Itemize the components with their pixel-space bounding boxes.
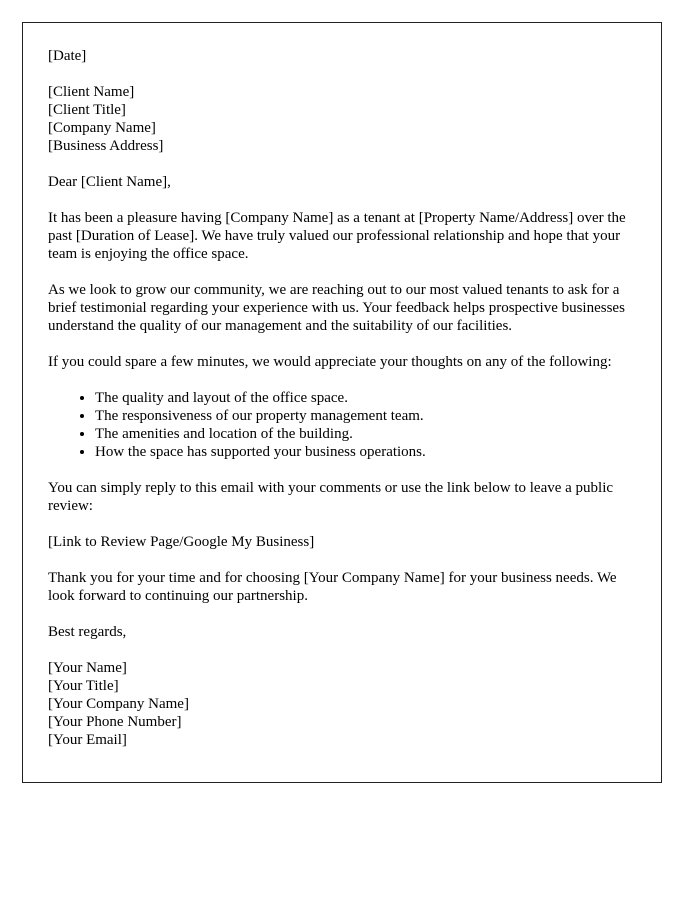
paragraph-thanks: Thank you for your time and for choosing [Your Company Name] for your business needs. We look forward to continuing our partnership. [48, 570, 617, 604]
list-item: • How the space has supported your business operations. [95, 443, 639, 461]
recipient-name: [Client Name] [48, 84, 135, 100]
signature-company: [Your Company Name] [48, 696, 189, 712]
feedback-topics-list [48, 389, 639, 461]
review-link-placeholder: [Link to Review Page/Google My Business] [48, 534, 315, 550]
salutation-block [48, 173, 639, 191]
list-item: • The responsiveness of our property management team. [95, 407, 639, 425]
signature-phone: [Your Phone Number] [48, 714, 182, 730]
paragraph-intro: It has been a pleasure having [Company Name] as a tenant at [Property Name/Address] over the past [Duration of Lease]. We have truly valued our professional relationship and hope that your team is enjoying the office space. [48, 210, 626, 262]
recipient-company: [Company Name] [48, 120, 156, 136]
closing-block [48, 623, 639, 641]
list-item: • The amenities and location of the building. [95, 425, 639, 443]
recipient-title: [Client Title] [48, 102, 126, 118]
letter-page-border [22, 22, 662, 783]
paragraph-prompt: If you could spare a few minutes, we would appreciate your thoughts on any of the following: [48, 354, 612, 370]
paragraph-reply-instructions: You can simply reply to this email with your comments or use the link below to leave a public review: [48, 480, 614, 514]
date-block [48, 47, 639, 65]
review-link-block [48, 533, 639, 551]
closing-salutation: Best regards, [48, 624, 127, 640]
letter-content [48, 47, 639, 749]
signature-block [48, 659, 639, 749]
signature-title: [Your Title] [48, 678, 119, 694]
date-placeholder: [Date] [48, 48, 87, 64]
list-item: • The quality and layout of the office space. [95, 389, 639, 407]
recipient-address: [Business Address] [48, 138, 164, 154]
signature-email: [Your Email] [48, 732, 127, 748]
salutation: Dear [Client Name], [48, 174, 171, 190]
recipient-address-block [48, 83, 639, 155]
signature-name: [Your Name] [48, 660, 127, 676]
paragraph-request: As we look to grow our community, we are reaching out to our most valued tenants to ask for a brief testimonial regarding your experience with us. Your feedback helps prospective businesses understand the quality of our management and the suitability of our facilities. [48, 282, 625, 334]
